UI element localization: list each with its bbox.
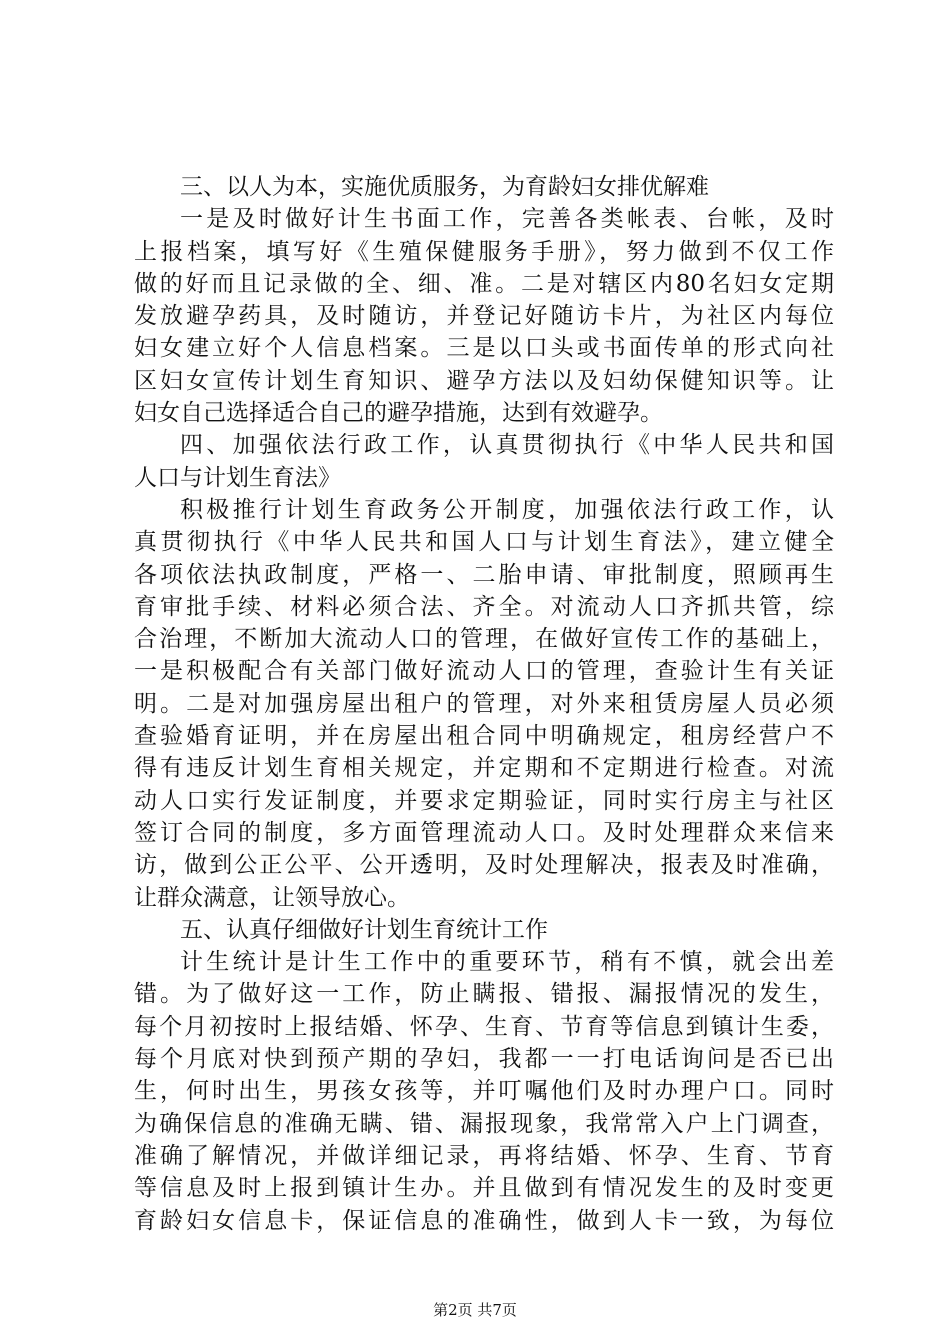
paragraph-line: 妇女自己选择适合自己的避孕措施，达到有效避孕。 — [134, 400, 663, 427]
paragraph-line: 准确了解情况，并做详细记录，再将结婚、怀孕、生育、节育 — [134, 1142, 834, 1169]
paragraph-line: 明。二是对加强房屋出租户的管理，对外来租赁房屋人员必须 — [134, 690, 834, 717]
paragraph-line: 发放避孕药具，及时随访，并登记好随访卡片，为社区内每位 — [134, 303, 834, 330]
paragraph-line: 查验婚育证明，并在房屋出租合同中明确规定，租房经营户不 — [134, 723, 834, 750]
paragraph-line: 上报档案，填写好《生殖保健服务手册》，努力做到不仅工作 — [134, 238, 834, 265]
document-body — [134, 171, 834, 1237]
paragraph-line: 让群众满意，让领导放心。 — [134, 884, 410, 911]
paragraph-line: 育龄妇女信息卡，保证信息的准确性，做到人卡一致，为每位 — [134, 1207, 834, 1234]
section-heading-4: 四、加强依法行政工作，认真贯彻执行《中华人民共和国 — [180, 432, 834, 459]
paragraph-line: 为确保信息的准确无瞒、错、漏报现象，我常常入户上门调查， — [134, 1110, 834, 1137]
paragraph-line: 一是积极配合有关部门做好流动人口的管理，查验计生有关证 — [134, 658, 834, 685]
paragraph-line: 妇女建立好个人信息档案。三是以口头或书面传单的形式向社 — [134, 335, 834, 362]
paragraph-line: 积极推行计划生育政务公开制度，加强依法行政工作，认 — [180, 496, 834, 523]
paragraph-line: 育审批手续、材料必须合法、齐全。对流动人口齐抓共管，综 — [134, 593, 834, 620]
section-heading-4-cont: 人口与计划生育法》 — [134, 464, 341, 491]
paragraph-line: 等信息及时上报到镇计生办。并且做到有情况发生的及时变更 — [134, 1175, 834, 1202]
paragraph-line: 每个月初按时上报结婚、怀孕、生育、节育等信息到镇计生委， — [134, 1013, 834, 1040]
section-heading-3: 三、以人为本，实施优质服务，为育龄妇女排优解难 — [180, 174, 709, 200]
paragraph-line: 得有违反计划生育相关规定，并定期和不定期进行检查。对流 — [134, 755, 834, 782]
paragraph-line: 访，做到公正公平、公开透明，及时处理解决，报表及时准确， — [134, 852, 834, 879]
paragraph-line: 动人口实行发证制度，并要求定期验证，同时实行房主与社区 — [134, 787, 834, 814]
paragraph-line: 生，何时出生，男孩女孩等，并叮嘱他们及时办理户口。同时 — [134, 1078, 834, 1105]
paragraph-line: 区妇女宣传计划生育知识、避孕方法以及妇幼保健知识等。让 — [134, 367, 834, 394]
paragraph-line: 签订合同的制度，多方面管理流动人口。及时处理群众来信来 — [134, 819, 834, 846]
paragraph-line: 每个月底对快到预产期的孕妇，我都一一打电话询问是否已出 — [134, 1046, 834, 1073]
page-number-footer: 第2页 共7页 — [433, 1301, 517, 1319]
paragraph-line: 错。为了做好这一工作，防止瞒报、错报、漏报情况的发生， — [134, 981, 834, 1008]
paragraph-line: 合治理，不断加大流动人口的管理，在做好宣传工作的基础上， — [134, 626, 834, 653]
paragraph-line: 做的好而且记录做的全、细、准。二是对辖区内80名妇女定期 — [134, 270, 834, 297]
section-heading-5: 五、认真仔细做好计划生育统计工作 — [180, 916, 548, 943]
paragraph-line: 真贯彻执行《中华人民共和国人口与计划生育法》，建立健全 — [134, 529, 834, 556]
paragraph-line: 一是及时做好计生书面工作，完善各类帐表、台帐，及时 — [180, 206, 834, 233]
paragraph-line: 各项依法执政制度，严格一、二胎申请、审批制度，照顾再生 — [134, 561, 834, 588]
paragraph-line: 计生统计是计生工作中的重要环节，稍有不慎，就会出差 — [180, 949, 834, 976]
